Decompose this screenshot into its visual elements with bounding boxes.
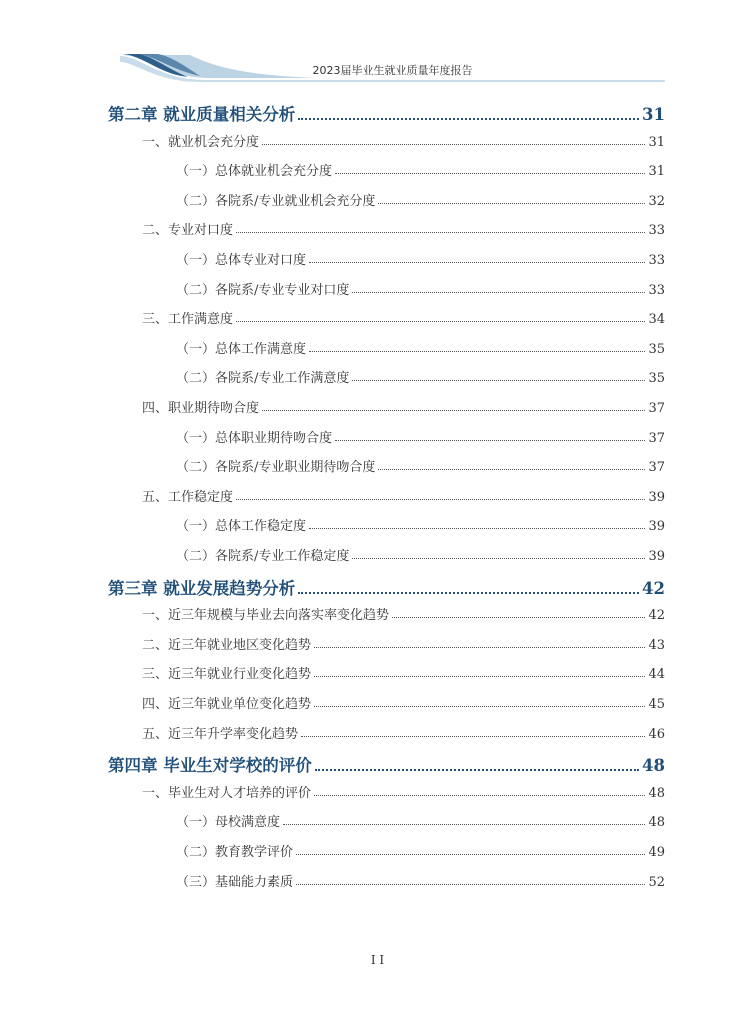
toc-entry-page: 42 <box>648 608 665 624</box>
dot-leader <box>335 173 645 174</box>
toc-entry-title: （一）总体专业对口度 <box>176 253 307 268</box>
toc-section-entry[interactable] <box>142 634 665 653</box>
toc-subsection-entry[interactable] <box>176 367 665 386</box>
toc-section-entry[interactable] <box>142 604 665 623</box>
toc-entry-page: 52 <box>648 874 665 890</box>
toc-entry-title: 四、近三年就业单位变化趋势 <box>142 697 312 712</box>
toc-entry-title: （一）母校满意度 <box>176 815 281 831</box>
toc-entry-title: （一）总体工作稳定度 <box>176 519 307 535</box>
toc-entry-page: 37 <box>648 401 665 416</box>
toc-entry-title: （一）总体就业机会充分度 <box>176 164 333 180</box>
toc-entry-page: 35 <box>648 341 665 357</box>
page-header <box>120 50 665 86</box>
dot-leader <box>352 380 645 381</box>
toc-section-entry[interactable] <box>142 308 665 327</box>
toc-entry-title: 三、工作满意度 <box>142 312 234 328</box>
dot-leader <box>378 469 645 470</box>
toc-entry-title: （二）各院系/专业职业期待吻合度 <box>176 460 376 476</box>
toc-entry-title: 五、近三年升学率变化趋势 <box>142 726 299 742</box>
toc-entry-page: 39 <box>648 549 665 564</box>
dot-leader <box>309 262 645 263</box>
dot-leader <box>392 617 645 618</box>
toc-subsection-entry[interactable] <box>176 545 665 564</box>
toc-subsection-entry[interactable] <box>176 279 665 298</box>
toc-entry-page: 32 <box>648 193 665 209</box>
toc-entry-page: 49 <box>648 845 665 860</box>
toc-section-entry[interactable] <box>142 397 665 416</box>
toc-entry-title: 四、职业期待吻合度 <box>142 401 260 416</box>
toc-entry-page: 39 <box>648 489 665 505</box>
toc-entry-page: 48 <box>648 785 665 801</box>
dot-leader <box>283 824 645 825</box>
toc-entry-page: 48 <box>648 815 665 831</box>
toc-entry-page: 37 <box>648 460 665 476</box>
toc-entry-title: 第三章 就业发展趋势分析 <box>108 578 296 598</box>
toc-entry-page: 43 <box>648 637 665 653</box>
toc-entry-page: 35 <box>648 371 665 387</box>
dot-leader <box>262 144 645 145</box>
toc-entry-title: （二）各院系/专业工作满意度 <box>176 371 350 387</box>
toc-entry-title: 三、近三年就业行业变化趋势 <box>142 667 312 683</box>
dot-leader <box>296 884 645 885</box>
toc-subsection-entry[interactable] <box>176 871 665 890</box>
toc-entry-title: （一）总体职业期待吻合度 <box>176 430 333 446</box>
toc-entry-page: 44 <box>648 667 665 683</box>
toc-chapter-entry[interactable] <box>108 101 665 125</box>
toc-section-entry[interactable] <box>142 219 665 238</box>
toc-entry-page: 37 <box>648 430 665 446</box>
toc-entry-page: 31 <box>642 105 665 124</box>
toc-entry-page: 31 <box>648 164 665 180</box>
dot-leader <box>352 558 645 559</box>
dot-leader <box>309 351 645 352</box>
toc-section-entry[interactable] <box>142 663 665 682</box>
toc-entry-title: 二、专业对口度 <box>142 223 234 239</box>
toc-section-entry[interactable] <box>142 131 665 150</box>
toc-entry-title: （二）各院系/专业工作稳定度 <box>176 549 350 564</box>
toc-entry-page: 33 <box>648 253 665 268</box>
toc-subsection-entry[interactable] <box>176 811 665 830</box>
toc-subsection-entry[interactable] <box>176 160 665 179</box>
toc-subsection-entry[interactable] <box>176 427 665 446</box>
dot-leader <box>352 292 645 293</box>
dot-leader <box>378 203 645 204</box>
dot-leader <box>314 647 645 648</box>
dot-leader <box>298 592 639 594</box>
toc-subsection-entry[interactable] <box>176 515 665 534</box>
toc-subsection-entry[interactable] <box>176 456 665 475</box>
toc-entry-title: （三）基础能力素质 <box>176 874 294 890</box>
dot-leader <box>262 410 645 411</box>
toc-section-entry[interactable] <box>142 486 665 505</box>
toc-entry-page: 45 <box>648 697 665 712</box>
dot-leader <box>309 528 645 529</box>
dot-leader <box>314 795 645 796</box>
dot-leader <box>335 440 645 441</box>
dot-leader <box>301 736 645 737</box>
toc-entry-title: 二、近三年就业地区变化趋势 <box>142 637 312 653</box>
toc-entry-title: （二）教育教学评价 <box>176 845 294 860</box>
dot-leader <box>315 769 639 771</box>
header-title: 2023届毕业生就业质量年度报告 <box>312 64 473 77</box>
dot-leader <box>236 321 645 322</box>
toc-entry-page: 34 <box>648 312 665 328</box>
toc-entry-page: 46 <box>648 726 665 742</box>
toc-entry-title: （二）各院系/专业专业对口度 <box>176 282 350 298</box>
dot-leader <box>296 854 645 855</box>
toc-entry-title: 一、毕业生对人才培养的评价 <box>142 785 312 801</box>
dot-leader <box>236 499 645 500</box>
toc-subsection-entry[interactable] <box>176 249 665 268</box>
toc-entry-title: 一、近三年规模与毕业去向落实率变化趋势 <box>142 608 390 624</box>
toc-entry-page: 39 <box>648 519 665 535</box>
toc-entry-title: （一）总体工作满意度 <box>176 341 307 357</box>
toc-subsection-entry[interactable] <box>176 338 665 357</box>
page-number: I I <box>370 953 385 967</box>
toc-entry-title: （二）各院系/专业就业机会充分度 <box>176 193 376 209</box>
dot-leader <box>236 232 645 233</box>
toc-chapter-entry[interactable] <box>108 752 665 776</box>
toc-entry-title: 第二章 就业质量相关分析 <box>108 105 296 124</box>
toc-entry-page: 31 <box>648 134 665 150</box>
toc-entry-page: 33 <box>648 282 665 298</box>
toc-entry-page: 42 <box>642 578 665 598</box>
dot-leader <box>298 118 639 120</box>
toc-entry-title: 一、就业机会充分度 <box>142 134 260 150</box>
toc-section-entry[interactable] <box>142 693 665 712</box>
toc-entry-title: 五、工作稳定度 <box>142 489 234 505</box>
toc-section-entry[interactable] <box>142 782 665 801</box>
toc-entry-page: 33 <box>648 223 665 239</box>
dot-leader <box>314 706 645 707</box>
toc-entry-page: 48 <box>642 756 665 776</box>
dot-leader <box>314 676 645 677</box>
toc-section-entry[interactable] <box>142 723 665 742</box>
toc-chapter-entry[interactable] <box>108 575 665 599</box>
toc-subsection-entry[interactable] <box>176 841 665 860</box>
toc-subsection-entry[interactable] <box>176 190 665 209</box>
toc-entry-title: 第四章 毕业生对学校的评价 <box>108 756 312 776</box>
